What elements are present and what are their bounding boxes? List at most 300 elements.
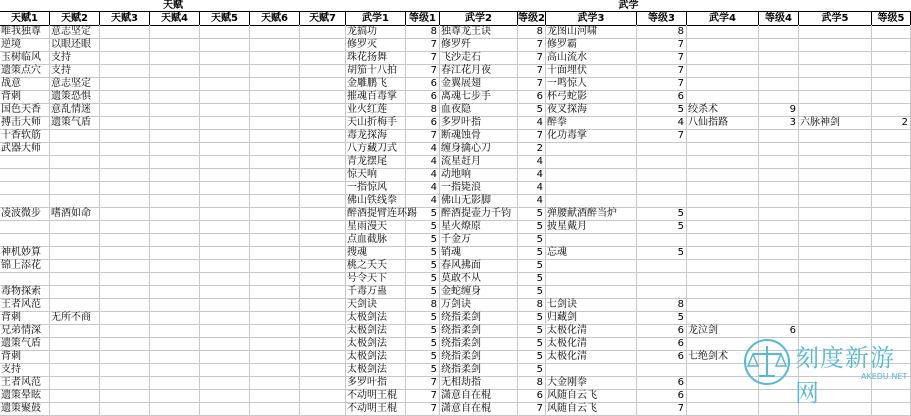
table-cell[interactable] <box>200 142 250 155</box>
table-cell[interactable]: 支持 <box>0 363 50 376</box>
table-cell[interactable]: 以眼还眼 <box>50 38 100 51</box>
table-cell[interactable] <box>50 155 100 168</box>
table-cell[interactable] <box>100 220 150 233</box>
table-cell[interactable]: 七剑诀 <box>546 298 637 311</box>
table-cell[interactable]: 6 <box>637 350 687 363</box>
table-cell[interactable] <box>872 181 911 194</box>
table-cell[interactable] <box>0 233 50 246</box>
table-cell[interactable]: 独尊龙王诀 <box>440 25 518 38</box>
table-cell[interactable] <box>687 311 759 324</box>
table-cell[interactable]: 5 <box>637 103 687 116</box>
table-cell[interactable]: 5 <box>406 285 440 298</box>
table-cell[interactable] <box>250 324 300 337</box>
table-cell[interactable]: 背刺 <box>0 311 50 324</box>
table-cell[interactable]: 2 <box>872 116 911 129</box>
table-cell[interactable]: 七绝剑术 <box>687 350 759 363</box>
table-cell[interactable] <box>250 207 300 220</box>
table-cell[interactable] <box>872 155 911 168</box>
table-cell[interactable]: 7 <box>637 129 687 142</box>
table-cell[interactable]: 6 <box>637 337 687 350</box>
table-cell[interactable]: 化功毒掌 <box>546 129 637 142</box>
table-cell[interactable] <box>300 259 346 272</box>
table-cell[interactable] <box>687 51 759 64</box>
table-cell[interactable]: 6 <box>637 324 687 337</box>
table-cell[interactable]: 多罗叶指 <box>440 116 518 129</box>
table-cell[interactable]: 醉拳 <box>546 116 637 129</box>
table-cell[interactable] <box>300 64 346 77</box>
table-cell[interactable]: 7 <box>518 38 546 51</box>
table-cell[interactable] <box>300 220 346 233</box>
table-cell[interactable] <box>200 155 250 168</box>
table-cell[interactable] <box>150 129 200 142</box>
table-cell[interactable] <box>546 272 637 285</box>
table-cell[interactable] <box>759 51 799 64</box>
table-cell[interactable] <box>687 25 759 38</box>
table-cell[interactable] <box>150 311 200 324</box>
table-cell[interactable] <box>50 298 100 311</box>
table-cell[interactable]: 太极剑法 <box>346 337 406 350</box>
table-cell[interactable] <box>759 311 799 324</box>
table-cell[interactable] <box>250 311 300 324</box>
table-cell[interactable]: 5 <box>518 103 546 116</box>
table-cell[interactable]: 遗策气盾 <box>0 337 50 350</box>
table-cell[interactable] <box>100 77 150 90</box>
table-cell[interactable] <box>250 90 300 103</box>
table-cell[interactable] <box>759 207 799 220</box>
table-cell[interactable]: 4 <box>518 181 546 194</box>
table-cell[interactable] <box>300 324 346 337</box>
table-cell[interactable] <box>546 363 637 376</box>
table-cell[interactable] <box>100 90 150 103</box>
table-cell[interactable]: 千毒万蛊 <box>346 285 406 298</box>
table-cell[interactable]: 6 <box>637 376 687 389</box>
table-cell[interactable]: 一指惊风 <box>346 181 406 194</box>
table-cell[interactable]: 8 <box>518 25 546 38</box>
table-cell[interactable] <box>799 168 872 181</box>
table-cell[interactable] <box>100 64 150 77</box>
table-cell[interactable] <box>0 194 50 207</box>
table-cell[interactable] <box>200 194 250 207</box>
table-cell[interactable]: 王者风范 <box>0 376 50 389</box>
table-cell[interactable] <box>300 90 346 103</box>
table-cell[interactable]: 不动明王棍 <box>346 402 406 415</box>
table-cell[interactable] <box>50 259 100 272</box>
table-cell[interactable]: 5 <box>518 207 546 220</box>
table-cell[interactable] <box>637 285 687 298</box>
table-cell[interactable] <box>150 324 200 337</box>
table-cell[interactable] <box>300 129 346 142</box>
table-cell[interactable]: 王者风范 <box>0 298 50 311</box>
table-cell[interactable] <box>759 181 799 194</box>
table-cell[interactable] <box>637 363 687 376</box>
table-cell[interactable] <box>687 233 759 246</box>
table-cell[interactable] <box>250 350 300 363</box>
table-cell[interactable] <box>100 246 150 259</box>
table-cell[interactable]: 5 <box>406 233 440 246</box>
table-cell[interactable] <box>200 285 250 298</box>
table-cell[interactable] <box>250 25 300 38</box>
table-cell[interactable]: 珠花扬舞 <box>346 51 406 64</box>
table-cell[interactable] <box>100 298 150 311</box>
table-cell[interactable] <box>759 155 799 168</box>
table-cell[interactable] <box>150 376 200 389</box>
table-cell[interactable] <box>799 233 872 246</box>
table-cell[interactable] <box>150 402 200 415</box>
table-cell[interactable] <box>687 259 759 272</box>
table-cell[interactable] <box>872 64 911 77</box>
table-cell[interactable] <box>759 298 799 311</box>
table-cell[interactable]: 点血截脉 <box>346 233 406 246</box>
table-cell[interactable]: 5 <box>406 246 440 259</box>
table-cell[interactable] <box>100 363 150 376</box>
table-cell[interactable]: 8 <box>406 103 440 116</box>
table-cell[interactable] <box>300 376 346 389</box>
table-cell[interactable] <box>687 298 759 311</box>
table-cell[interactable] <box>687 220 759 233</box>
table-cell[interactable] <box>150 272 200 285</box>
table-cell[interactable]: 胡笳十八拍 <box>346 64 406 77</box>
table-cell[interactable]: 八仙指路 <box>687 116 759 129</box>
table-cell[interactable] <box>300 181 346 194</box>
table-cell[interactable] <box>637 233 687 246</box>
table-cell[interactable]: 不动明王棍 <box>346 389 406 402</box>
table-cell[interactable] <box>250 38 300 51</box>
table-cell[interactable]: 天剑诀 <box>346 298 406 311</box>
table-cell[interactable] <box>250 389 300 402</box>
table-cell[interactable]: 6 <box>518 389 546 402</box>
table-cell[interactable]: 无相劫指 <box>440 376 518 389</box>
table-cell[interactable] <box>0 168 50 181</box>
table-cell[interactable] <box>300 311 346 324</box>
table-cell[interactable] <box>50 389 100 402</box>
table-cell[interactable]: 归藏剑 <box>546 311 637 324</box>
table-cell[interactable]: 血夜隐 <box>440 103 518 116</box>
table-cell[interactable]: 披星戴月 <box>546 220 637 233</box>
table-cell[interactable] <box>300 363 346 376</box>
table-cell[interactable]: 4 <box>518 194 546 207</box>
column-header[interactable]: 等级2 <box>518 13 545 24</box>
table-cell[interactable] <box>250 181 300 194</box>
table-cell[interactable]: 销魂 <box>440 246 518 259</box>
table-cell[interactable] <box>799 90 872 103</box>
table-cell[interactable] <box>250 116 300 129</box>
table-cell[interactable]: 六脉神剑 <box>799 116 872 129</box>
table-cell[interactable] <box>637 155 687 168</box>
table-cell[interactable] <box>546 142 637 155</box>
table-cell[interactable]: 兄弟情深 <box>0 324 50 337</box>
table-cell[interactable] <box>759 129 799 142</box>
table-cell[interactable]: 春风拂面 <box>440 259 518 272</box>
table-cell[interactable] <box>200 181 250 194</box>
table-cell[interactable]: 搏击大师 <box>0 116 50 129</box>
table-cell[interactable]: 风随自云飞 <box>546 402 637 415</box>
table-cell[interactable]: 十香软筋 <box>0 129 50 142</box>
table-cell[interactable] <box>50 285 100 298</box>
table-cell[interactable]: 5 <box>406 259 440 272</box>
table-cell[interactable] <box>250 168 300 181</box>
table-cell[interactable] <box>872 220 911 233</box>
table-cell[interactable]: 流星赶月 <box>440 155 518 168</box>
table-cell[interactable]: 佛山无影脚 <box>440 194 518 207</box>
table-cell[interactable] <box>300 207 346 220</box>
table-cell[interactable] <box>759 272 799 285</box>
table-cell[interactable] <box>759 259 799 272</box>
table-cell[interactable]: 7 <box>637 77 687 90</box>
table-cell[interactable]: 意志坚定 <box>50 77 100 90</box>
table-cell[interactable] <box>150 233 200 246</box>
table-cell[interactable] <box>546 181 637 194</box>
table-cell[interactable]: 太极化清 <box>546 324 637 337</box>
table-cell[interactable]: 5 <box>406 324 440 337</box>
table-cell[interactable]: 5 <box>518 337 546 350</box>
table-cell[interactable] <box>200 207 250 220</box>
table-cell[interactable]: 遗策聚鼓 <box>0 402 50 415</box>
table-cell[interactable]: 5 <box>406 337 440 350</box>
table-cell[interactable]: 7 <box>518 64 546 77</box>
table-cell[interactable] <box>50 376 100 389</box>
table-cell[interactable]: 佛山铁线拳 <box>346 194 406 207</box>
column-header[interactable]: 天赋5 <box>200 12 250 25</box>
table-cell[interactable]: 太极剑法 <box>346 324 406 337</box>
table-cell[interactable] <box>799 207 872 220</box>
table-cell[interactable] <box>200 259 250 272</box>
table-cell[interactable] <box>872 25 911 38</box>
table-cell[interactable]: 千金万 <box>440 233 518 246</box>
table-cell[interactable] <box>50 194 100 207</box>
table-cell[interactable] <box>150 220 200 233</box>
table-cell[interactable] <box>250 64 300 77</box>
table-cell[interactable] <box>100 207 150 220</box>
table-cell[interactable] <box>150 90 200 103</box>
table-cell[interactable] <box>799 194 872 207</box>
table-cell[interactable]: 7 <box>637 402 687 415</box>
table-cell[interactable] <box>100 272 150 285</box>
table-cell[interactable]: 6 <box>759 324 799 337</box>
column-header[interactable]: 天赋2 <box>50 12 100 25</box>
table-cell[interactable] <box>250 194 300 207</box>
table-cell[interactable] <box>799 298 872 311</box>
table-cell[interactable] <box>100 116 150 129</box>
table-cell[interactable] <box>300 168 346 181</box>
table-cell[interactable] <box>200 376 250 389</box>
table-cell[interactable] <box>50 220 100 233</box>
table-cell[interactable]: 意乱情迷 <box>50 103 100 116</box>
table-cell[interactable]: 4 <box>518 155 546 168</box>
table-cell[interactable]: 弹腰献酒醉当炉 <box>546 207 637 220</box>
table-cell[interactable] <box>250 363 300 376</box>
table-cell[interactable] <box>200 168 250 181</box>
table-cell[interactable] <box>300 350 346 363</box>
column-header[interactable]: 天赋3 <box>100 12 150 25</box>
table-cell[interactable] <box>687 168 759 181</box>
table-cell[interactable] <box>637 194 687 207</box>
table-cell[interactable]: 5 <box>406 311 440 324</box>
table-cell[interactable] <box>300 38 346 51</box>
table-cell[interactable] <box>250 376 300 389</box>
table-cell[interactable] <box>759 77 799 90</box>
table-cell[interactable]: 5 <box>518 259 546 272</box>
table-cell[interactable] <box>50 142 100 155</box>
table-cell[interactable] <box>637 259 687 272</box>
table-cell[interactable] <box>150 64 200 77</box>
table-cell[interactable] <box>799 38 872 51</box>
table-cell[interactable] <box>50 129 100 142</box>
table-cell[interactable] <box>546 259 637 272</box>
table-cell[interactable] <box>799 220 872 233</box>
table-cell[interactable] <box>100 376 150 389</box>
table-cell[interactable]: 2 <box>518 142 546 155</box>
table-cell[interactable]: 6 <box>637 389 687 402</box>
table-cell[interactable]: 修罗霸 <box>546 38 637 51</box>
table-cell[interactable] <box>637 142 687 155</box>
table-cell[interactable]: 武器大师 <box>0 142 50 155</box>
table-cell[interactable]: 5 <box>518 311 546 324</box>
table-cell[interactable] <box>100 402 150 415</box>
table-cell[interactable]: 4 <box>406 194 440 207</box>
table-cell[interactable] <box>872 129 911 142</box>
table-cell[interactable]: 醉酒提臂连环踢 <box>347 208 417 219</box>
table-cell[interactable]: 龙图山河啸 <box>546 25 637 38</box>
table-cell[interactable] <box>150 77 200 90</box>
table-cell[interactable]: 5 <box>406 363 440 376</box>
table-cell[interactable] <box>250 220 300 233</box>
table-cell[interactable] <box>200 220 250 233</box>
table-cell[interactable]: 太极剑法 <box>346 350 406 363</box>
table-cell[interactable] <box>250 155 300 168</box>
table-cell[interactable]: 万剑诀 <box>440 298 518 311</box>
table-cell[interactable] <box>150 194 200 207</box>
table-cell[interactable] <box>799 64 872 77</box>
table-cell[interactable]: 杯弓蛇影 <box>546 90 637 103</box>
table-cell[interactable]: 5 <box>406 220 440 233</box>
table-cell[interactable]: 4 <box>406 168 440 181</box>
column-header[interactable]: 武学2 <box>440 12 518 25</box>
table-cell[interactable] <box>200 64 250 77</box>
table-cell[interactable]: 星火燎原 <box>440 220 518 233</box>
table-cell[interactable] <box>300 272 346 285</box>
table-cell[interactable]: 5 <box>406 207 440 220</box>
table-cell[interactable] <box>150 103 200 116</box>
column-header[interactable]: 天赋6 <box>250 12 300 25</box>
table-cell[interactable] <box>100 194 150 207</box>
table-cell[interactable] <box>150 363 200 376</box>
table-cell[interactable] <box>759 38 799 51</box>
table-cell[interactable]: 太极化清 <box>546 337 637 350</box>
table-cell[interactable] <box>872 259 911 272</box>
table-cell[interactable] <box>150 389 200 402</box>
table-cell[interactable]: 6 <box>406 77 440 90</box>
table-cell[interactable]: 4 <box>406 142 440 155</box>
table-cell[interactable]: 8 <box>406 25 440 38</box>
table-cell[interactable] <box>687 402 759 415</box>
table-cell[interactable]: 多罗叶指 <box>346 376 406 389</box>
table-cell[interactable] <box>872 77 911 90</box>
table-cell[interactable] <box>799 259 872 272</box>
table-cell[interactable]: 断魂蚀骨 <box>440 129 518 142</box>
table-cell[interactable] <box>100 350 150 363</box>
table-cell[interactable]: 7 <box>406 51 440 64</box>
table-cell[interactable]: 太极剑法 <box>346 311 406 324</box>
table-cell[interactable] <box>872 103 911 116</box>
table-cell[interactable] <box>687 38 759 51</box>
table-cell[interactable]: 一指毙浪 <box>440 181 518 194</box>
table-cell[interactable] <box>799 77 872 90</box>
table-cell[interactable] <box>250 402 300 415</box>
table-cell[interactable]: 天山折梅手 <box>346 116 406 129</box>
table-cell[interactable]: 6 <box>406 116 440 129</box>
table-cell[interactable] <box>200 272 250 285</box>
table-cell[interactable] <box>687 90 759 103</box>
table-cell[interactable] <box>100 142 150 155</box>
table-cell[interactable] <box>799 129 872 142</box>
table-cell[interactable]: 9 <box>759 103 799 116</box>
table-cell[interactable]: 7 <box>518 129 546 142</box>
table-cell[interactable] <box>759 142 799 155</box>
table-cell[interactable]: 业火红莲 <box>346 103 406 116</box>
table-cell[interactable] <box>546 285 637 298</box>
table-cell[interactable]: 背刺 <box>0 350 50 363</box>
table-cell[interactable] <box>50 168 100 181</box>
table-cell[interactable]: 醉酒提壶力千钧 <box>440 207 518 220</box>
table-cell[interactable]: 金翼展翅 <box>440 77 518 90</box>
table-cell[interactable]: 4 <box>406 155 440 168</box>
table-cell[interactable] <box>200 246 250 259</box>
table-cell[interactable] <box>300 402 346 415</box>
table-cell[interactable] <box>100 389 150 402</box>
table-cell[interactable]: 遗策晕眩 <box>0 389 50 402</box>
table-cell[interactable] <box>200 363 250 376</box>
table-cell[interactable] <box>872 272 911 285</box>
table-cell[interactable]: 凌波微步 <box>0 207 50 220</box>
table-cell[interactable]: 大金刚拳 <box>546 376 637 389</box>
table-cell[interactable] <box>150 181 200 194</box>
table-cell[interactable] <box>799 311 872 324</box>
table-cell[interactable] <box>300 116 346 129</box>
table-cell[interactable] <box>687 155 759 168</box>
table-cell[interactable] <box>200 389 250 402</box>
table-cell[interactable]: 8 <box>518 298 546 311</box>
table-cell[interactable] <box>100 181 150 194</box>
table-cell[interactable] <box>687 64 759 77</box>
table-cell[interactable] <box>250 285 300 298</box>
table-cell[interactable] <box>100 285 150 298</box>
table-cell[interactable] <box>300 246 346 259</box>
table-cell[interactable]: 7 <box>637 38 687 51</box>
table-cell[interactable] <box>100 233 150 246</box>
table-cell[interactable]: 7 <box>637 51 687 64</box>
table-cell[interactable]: 4 <box>518 116 546 129</box>
table-cell[interactable]: 潇意自在棍 <box>440 402 518 415</box>
table-cell[interactable] <box>759 194 799 207</box>
table-cell[interactable] <box>150 350 200 363</box>
table-cell[interactable]: 遗策点穴 <box>0 64 50 77</box>
table-cell[interactable] <box>250 77 300 90</box>
table-cell[interactable] <box>150 259 200 272</box>
table-cell[interactable]: 十面埋伏 <box>546 64 637 77</box>
table-cell[interactable] <box>150 38 200 51</box>
table-cell[interactable]: 意志坚定 <box>50 25 100 38</box>
table-cell[interactable] <box>546 233 637 246</box>
table-cell[interactable] <box>50 363 100 376</box>
table-cell[interactable] <box>637 272 687 285</box>
table-cell[interactable]: 5 <box>406 350 440 363</box>
table-cell[interactable]: 8 <box>637 25 687 38</box>
table-cell[interactable] <box>546 194 637 207</box>
table-cell[interactable] <box>150 337 200 350</box>
table-cell[interactable] <box>799 181 872 194</box>
table-cell[interactable]: 5 <box>637 207 687 220</box>
table-cell[interactable]: 修罗灭 <box>346 38 406 51</box>
